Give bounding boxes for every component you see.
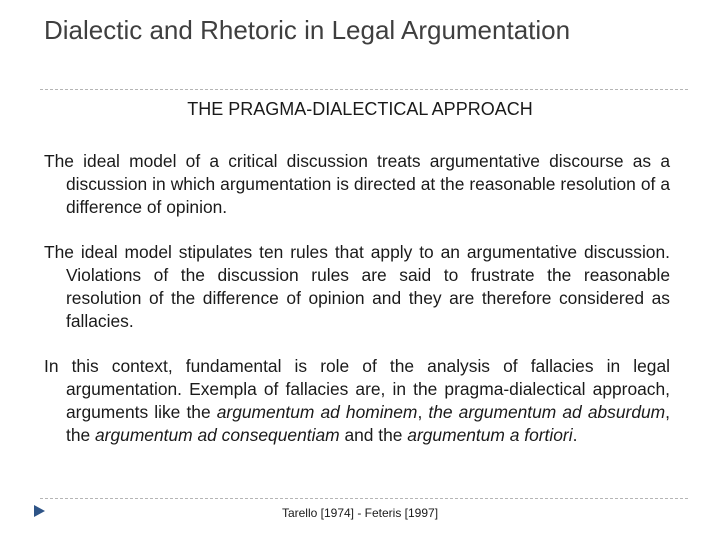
term-argumentum-ad-hominem: argumentum ad hominem <box>216 402 418 422</box>
term-argumentum-ad-absurdum: the argumentum ad absurdum <box>428 402 666 422</box>
fallacies-text-2: , <box>417 402 429 422</box>
footer-divider <box>40 498 688 499</box>
paragraph-fallacies <box>44 355 670 447</box>
term-argumentum-a-fortiori: argumentum a fortiori <box>407 425 573 445</box>
title-divider <box>40 89 688 90</box>
paragraph-critical-discussion: The ideal model of a critical discussion treats argumentative discourse as a discussion in which argumentation is directed at the reasonable resolution of a difference of opinion. <box>44 151 670 217</box>
fallacies-text-4: and the <box>339 425 408 445</box>
citation: Tarello [1974] - Feteris [1997] <box>281 506 439 520</box>
slide-subtitle: THE PRAGMA-DIALECTICAL APPROACH <box>187 99 533 119</box>
slide-title: Dialectic and Rhetoric in Legal Argumentation <box>44 15 571 45</box>
fallacies-text-3: , the <box>66 402 670 445</box>
slide-body <box>44 150 670 469</box>
fallacies-text-5: . <box>572 425 578 445</box>
fallacies-text-1: In this context, fundamental is role of the analysis of fallacies in legal argumentation. Exempla of fallacies are, in the pragma-dialectical approach, arguments like the <box>44 356 670 422</box>
paragraph-ten-rules: The ideal model stipulates ten rules that apply to an argumentative discussion. Violations of the discussion rules are said to frustrate the reasonable resolution of the difference of opinion and they are therefore considered as fallacies. <box>44 242 670 331</box>
term-argumentum-ad-consequentiam: argumentum ad consequentiam <box>95 425 340 445</box>
